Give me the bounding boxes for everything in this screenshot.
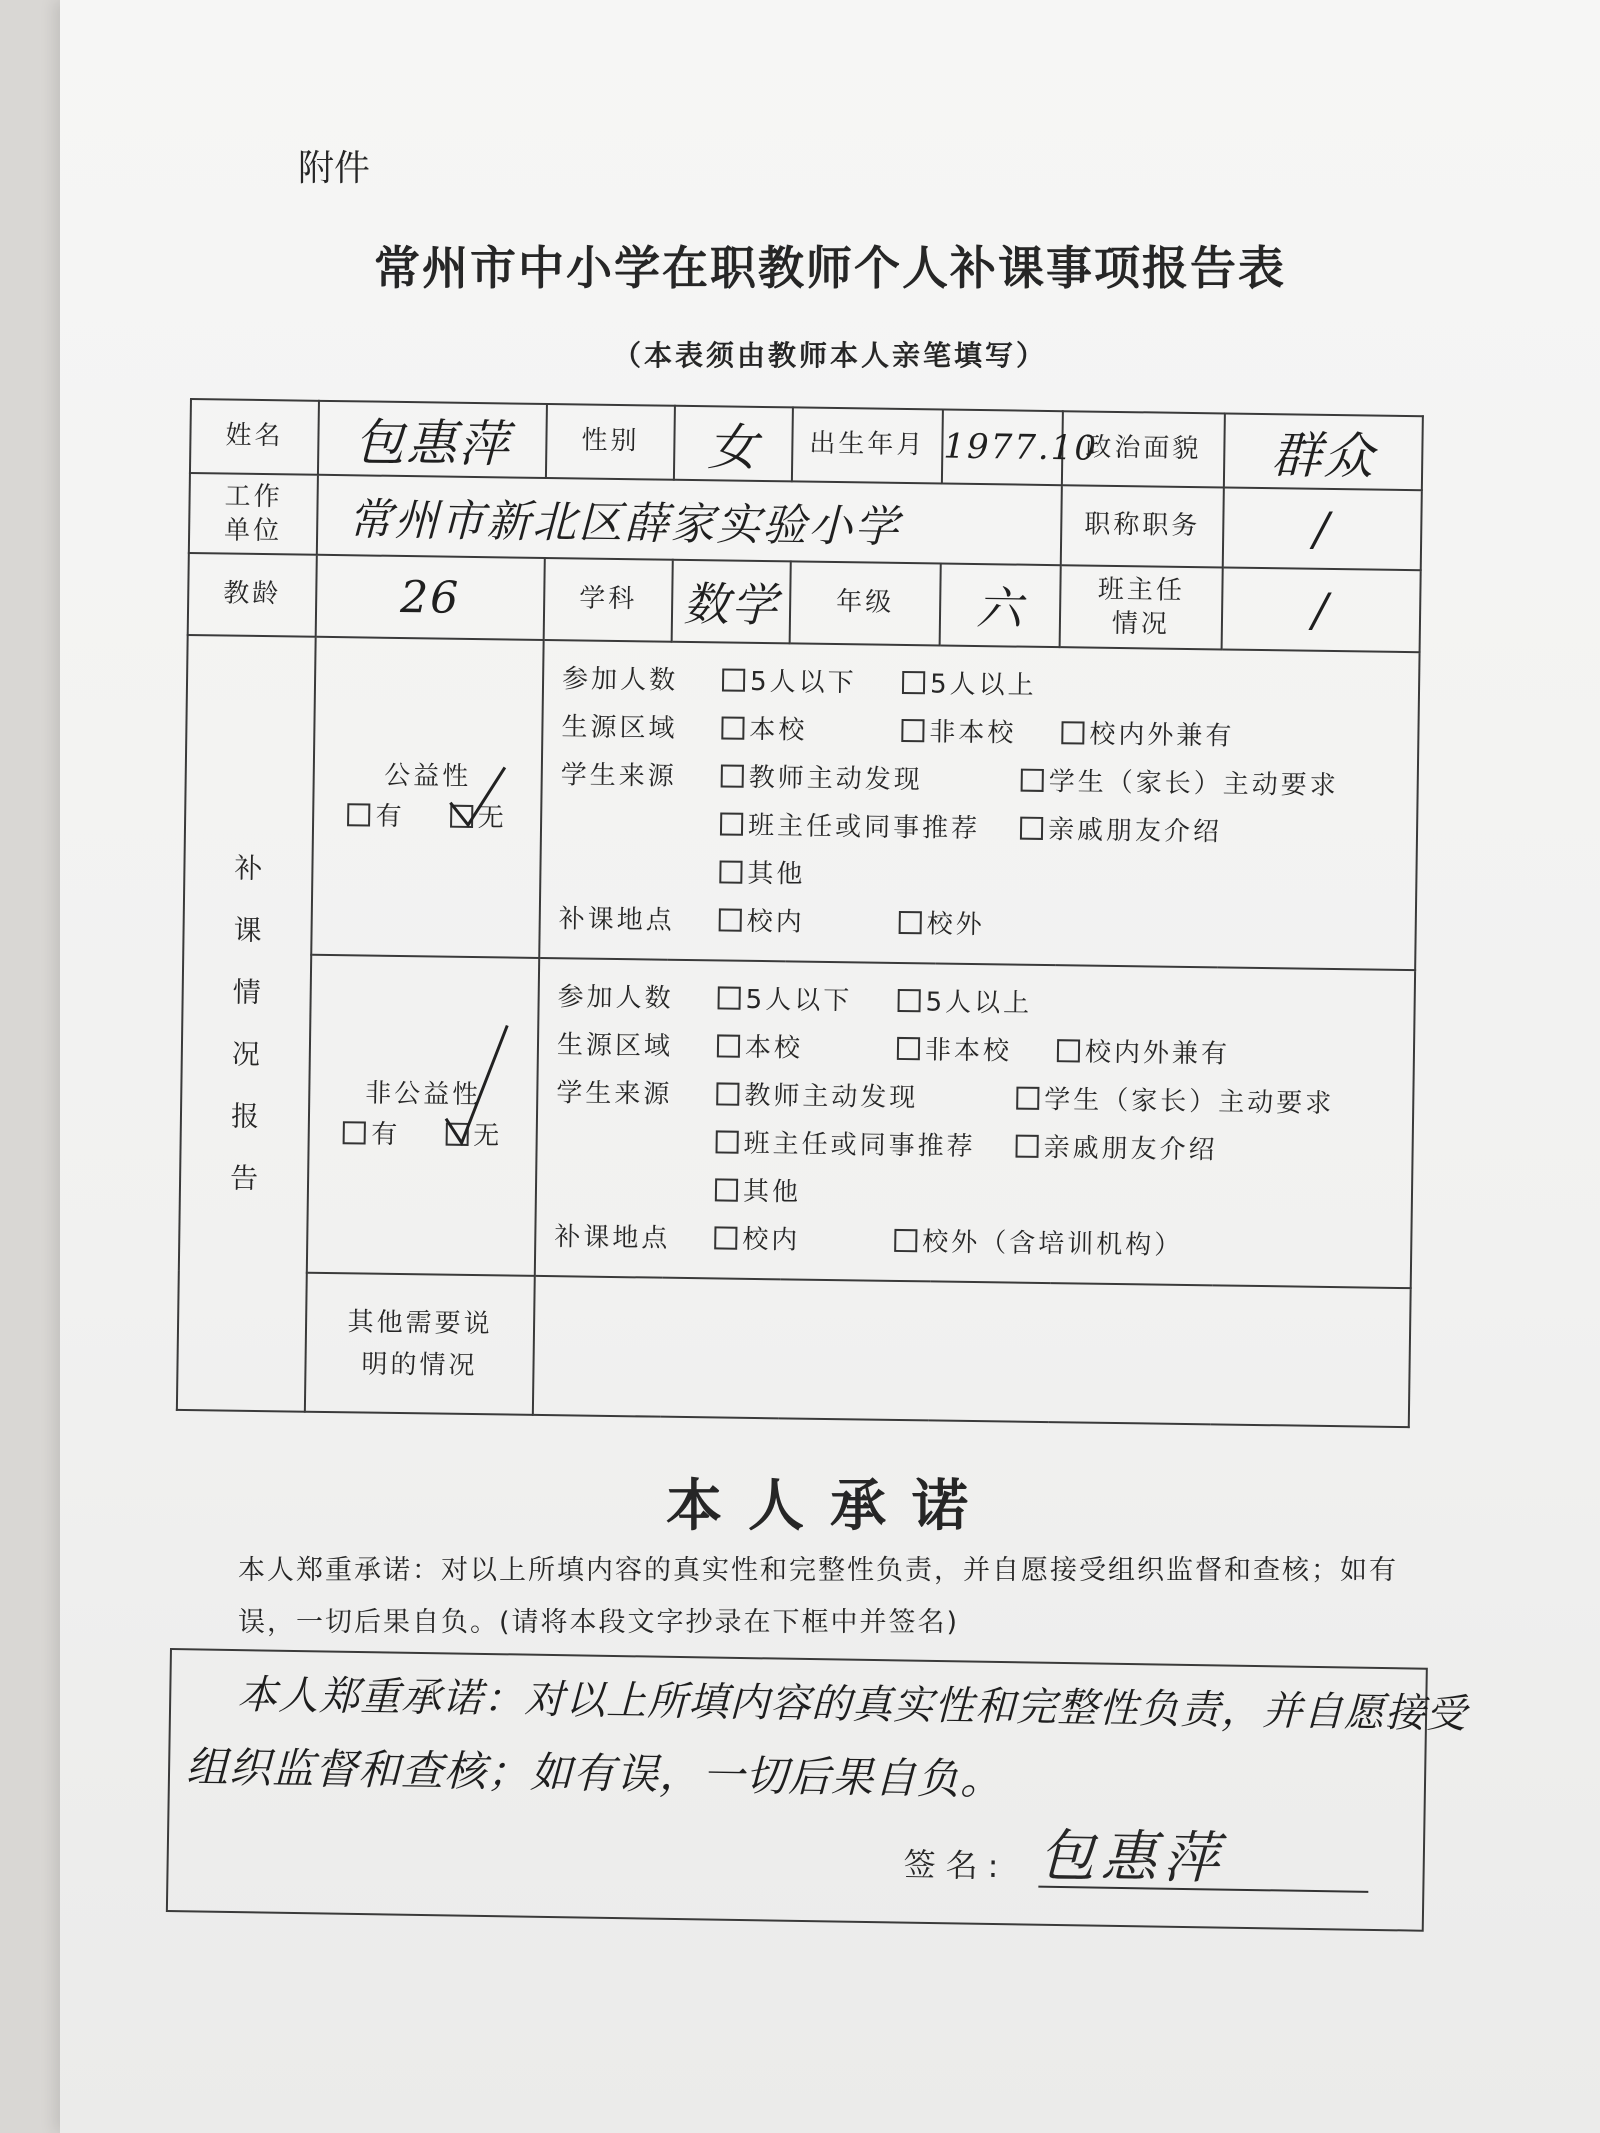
report-side-label-cell bbox=[177, 635, 316, 1412]
option-label: 其他 bbox=[742, 1176, 802, 1208]
title-value[interactable]: / bbox=[1223, 487, 1422, 570]
option-label: 学生（家长）主动要求 bbox=[1044, 1084, 1335, 1120]
nonpublic-yes-checkbox[interactable] bbox=[343, 1121, 366, 1144]
checkbox[interactable] bbox=[1061, 721, 1084, 744]
option-label: 非本校 bbox=[929, 717, 1017, 749]
row-other bbox=[177, 1271, 1411, 1427]
option-label: 校外 bbox=[926, 909, 985, 941]
checkbox[interactable] bbox=[897, 989, 920, 1012]
option-label: 校内 bbox=[746, 906, 805, 938]
option-label: 教师主动发现 bbox=[748, 762, 923, 796]
checkbox[interactable] bbox=[714, 1226, 737, 1249]
report-side-label: 补课情况报告 bbox=[229, 851, 263, 1195]
title-label: 职称职务 bbox=[1061, 485, 1224, 567]
public-participants-label: 参加人数 bbox=[561, 664, 679, 696]
birth-value[interactable]: 1977.10 bbox=[942, 410, 1063, 486]
nonpublic-yesno bbox=[309, 1117, 535, 1155]
workplace-value[interactable]: 常州市新北区薛家实验小学 bbox=[317, 475, 1062, 565]
public-no-label: 无 bbox=[477, 803, 507, 834]
handwritten-line-2: 组织监督和查核；如有误，一切后果自负。 bbox=[185, 1742, 1004, 1805]
head-teacher-label: 班主任情况 bbox=[1060, 565, 1223, 649]
checkbox[interactable] bbox=[901, 719, 924, 742]
option-label: 5人以下 bbox=[745, 984, 853, 1017]
checkbox[interactable] bbox=[722, 668, 745, 691]
form-title: 常州市中小学在职教师个人补课事项报告表 bbox=[374, 241, 1286, 295]
report-form bbox=[176, 398, 1422, 1400]
workplace-label: 工作单位 bbox=[189, 473, 318, 555]
politics-label: 政治面貌 bbox=[1062, 411, 1225, 487]
public-region-label: 生源区域 bbox=[561, 712, 678, 744]
option-label: 学生（家长）主动要求 bbox=[1048, 767, 1339, 802]
commitment-title: 本人承诺 bbox=[666, 1473, 994, 1539]
teach-years-label: 教龄 bbox=[188, 553, 317, 637]
option-label: 班主任或同事推荐 bbox=[743, 1128, 976, 1163]
option-label: 亲戚朋友介绍 bbox=[1047, 815, 1223, 848]
public-no-check bbox=[449, 801, 477, 836]
checkbox[interactable] bbox=[716, 1130, 739, 1153]
commitment-handwritten-box[interactable] bbox=[166, 1648, 1468, 1932]
nonpublic-yes-label: 有 bbox=[370, 1119, 401, 1151]
checkbox[interactable] bbox=[1021, 769, 1044, 792]
option-label: 校内 bbox=[742, 1224, 801, 1256]
checkbox[interactable] bbox=[1016, 1087, 1039, 1110]
option-label: 校内外兼有 bbox=[1084, 1037, 1231, 1070]
gender-label: 性别 bbox=[546, 404, 675, 480]
head-teacher-value[interactable]: / bbox=[1222, 567, 1421, 652]
grade-value[interactable]: 六 bbox=[940, 563, 1061, 647]
nonpublic-region-label: 生源区域 bbox=[556, 1030, 674, 1062]
commitment-instruction: 本人郑重承诺：对以上所填内容的真实性和完整性负责，并自愿接受组织监督和查核；如有误，一切后果自负。(请将本段文字抄录在下框中并签名) bbox=[238, 1555, 1398, 1638]
check-mark-icon bbox=[443, 763, 514, 834]
checkbox[interactable] bbox=[716, 1082, 739, 1105]
politics-value[interactable]: 群众 bbox=[1224, 413, 1423, 490]
option-label: 5人以下 bbox=[749, 666, 857, 699]
public-yes-checkbox[interactable] bbox=[347, 803, 370, 826]
checkbox[interactable] bbox=[894, 1229, 917, 1252]
public-location-label: 补课地点 bbox=[558, 904, 675, 936]
nonpublic-no-label: 无 bbox=[473, 1121, 503, 1152]
sign-name[interactable]: 包惠萍 bbox=[1038, 1823, 1226, 1892]
option-label: 校外（含培训机构） bbox=[922, 1227, 1184, 1261]
gender-value[interactable]: 女 bbox=[674, 406, 793, 482]
option-label: 本校 bbox=[749, 714, 808, 746]
public-label: 公益性 bbox=[384, 760, 472, 792]
option-label: 教师主动发现 bbox=[744, 1080, 919, 1114]
nonpublic-location-label: 补课地点 bbox=[554, 1222, 671, 1254]
public-yesno bbox=[314, 799, 540, 837]
checkbox[interactable] bbox=[1020, 817, 1043, 840]
checkbox[interactable] bbox=[897, 1037, 920, 1060]
public-source-label: 学生来源 bbox=[560, 760, 677, 792]
row-nonpublic bbox=[179, 953, 1415, 1288]
checkbox[interactable] bbox=[715, 1178, 738, 1201]
teach-years-value[interactable]: 26 bbox=[316, 555, 545, 640]
public-options-cell bbox=[539, 640, 1419, 970]
checkbox[interactable] bbox=[721, 716, 744, 739]
option-label: 校内外兼有 bbox=[1089, 719, 1235, 752]
nonpublic-participants-label: 参加人数 bbox=[557, 982, 674, 1014]
attachment-label: 附件 bbox=[298, 148, 371, 189]
option-label: 5人以上 bbox=[925, 987, 1033, 1019]
checkbox[interactable] bbox=[902, 671, 925, 694]
public-cell bbox=[311, 637, 543, 958]
nonpublic-cell bbox=[307, 955, 539, 1276]
checkbox[interactable] bbox=[720, 812, 743, 835]
public-options bbox=[540, 641, 1418, 969]
grade-label: 年级 bbox=[790, 561, 941, 645]
option-label: 班主任或同事推荐 bbox=[747, 810, 981, 845]
checkbox[interactable] bbox=[719, 908, 742, 931]
other-label: 其他需要说明的情况 bbox=[305, 1273, 535, 1415]
option-label: 非本校 bbox=[924, 1035, 1013, 1067]
report-table bbox=[176, 398, 1424, 1428]
other-value[interactable] bbox=[533, 1276, 1411, 1427]
name-value[interactable]: 包惠萍 bbox=[318, 401, 547, 478]
nonpublic-options-cell bbox=[535, 958, 1415, 1288]
checkbox[interactable] bbox=[1015, 1135, 1038, 1158]
birth-label: 出生年月 bbox=[792, 407, 943, 483]
handwritten-line-1: 本人郑重承诺：对以上所填内容的真实性和完整性负责，并自愿接受 bbox=[236, 1672, 1468, 1738]
sign-label: 签名: bbox=[903, 1845, 1009, 1886]
option-label: 亲戚朋友介绍 bbox=[1043, 1132, 1218, 1166]
option-label: 其他 bbox=[747, 858, 806, 890]
checkbox[interactable] bbox=[721, 764, 744, 787]
option-label: 5人以上 bbox=[929, 669, 1037, 701]
nonpublic-source-label: 学生来源 bbox=[556, 1078, 673, 1110]
row-public bbox=[183, 635, 1419, 970]
subject-value[interactable]: 数学 bbox=[672, 560, 791, 644]
checkbox[interactable] bbox=[719, 860, 742, 883]
checkbox[interactable] bbox=[717, 1034, 740, 1057]
subject-label: 学科 bbox=[544, 558, 673, 642]
form-subtitle: （本表须由教师本人亲笔填写） bbox=[612, 339, 1047, 372]
checkbox[interactable] bbox=[718, 986, 741, 1009]
option-label: 本校 bbox=[744, 1032, 804, 1064]
public-yes-label: 有 bbox=[375, 801, 405, 833]
checkbox[interactable] bbox=[1057, 1039, 1080, 1062]
nonpublic-no-check bbox=[445, 1119, 473, 1154]
name-label: 姓名 bbox=[190, 399, 319, 475]
nonpublic-options bbox=[536, 959, 1414, 1287]
checkbox[interactable] bbox=[899, 911, 922, 934]
nonpublic-label: 非公益性 bbox=[365, 1078, 482, 1111]
check-mark-icon bbox=[439, 1019, 511, 1150]
